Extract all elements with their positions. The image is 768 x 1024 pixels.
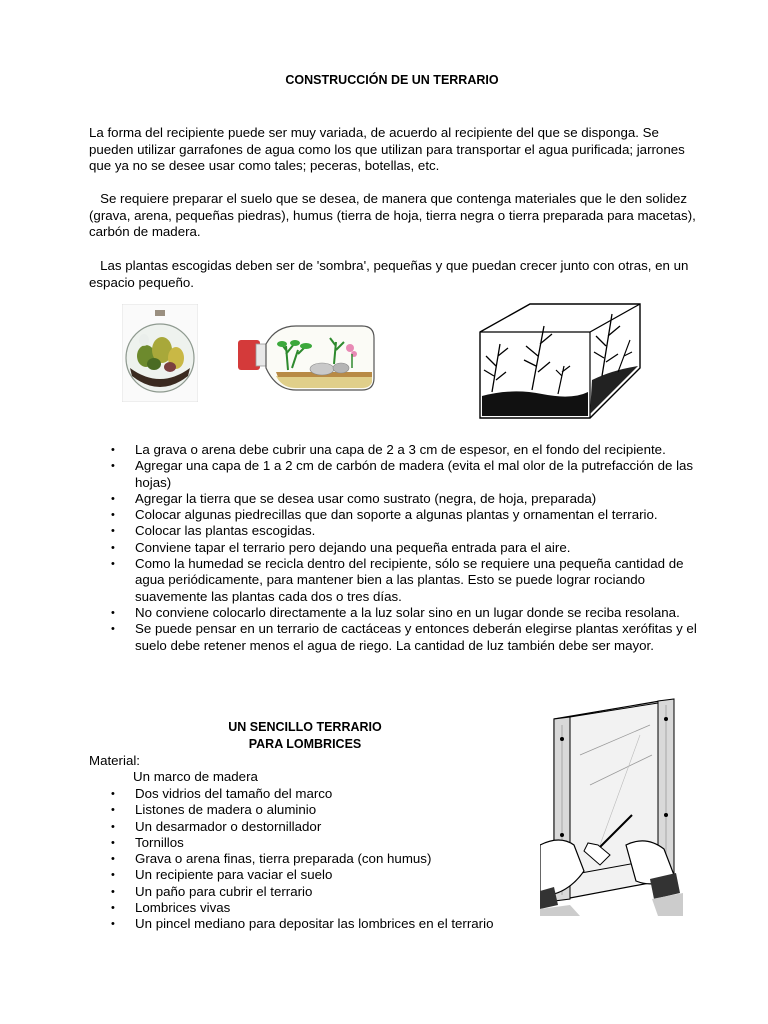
step-item: • Como la humedad se recicla dentro del recipiente, sólo se requiere una pequeña cantidad de agua periódicamente, para mantener bien a las plantas. Esto se puede lograr rociando suavemente las plantas cada dos o tres días. xyxy=(89,556,701,605)
section-title-line-2: PARA LOMBRICES xyxy=(248,737,362,751)
step-item: • Agregar la tierra que se desea usar como sustrato (negra, de hoja, preparada) xyxy=(89,491,701,507)
step-item: • Colocar las plantas escogidas. xyxy=(89,523,701,539)
material-item: • Un pincel mediano para depositar las lombrices en el terrario xyxy=(89,916,529,932)
paragraph-plantas: Las plantas escogidas deben ser de 'sombra', pequeñas y que puedan crecer junto con otras, en un espacio pequeño. xyxy=(89,258,693,290)
step-item: • La grava o arena debe cubrir una capa de 2 a 3 cm de espesor, en el fondo del recipiente. xyxy=(89,442,701,458)
material-label: Material: xyxy=(89,753,140,768)
material-item: • Lombrices vivas xyxy=(89,900,529,916)
material-item: • Listones de madera o aluminio xyxy=(89,802,529,818)
steps-list xyxy=(89,442,701,654)
bottle-terrarium-image xyxy=(236,320,376,392)
material-item: • Un paño para cubrir el terrario xyxy=(89,884,529,900)
step-item: • Conviene tapar el terrario pero dejando una pequeña entrada para el aire. xyxy=(89,540,701,556)
material-first-item: Un marco de madera xyxy=(133,769,258,784)
step-item: • Agregar una capa de 1 a 2 cm de carbón de madera (evita el mal olor de la putrefacción de las hojas) xyxy=(89,458,701,491)
globe-terrarium-image xyxy=(122,304,198,402)
frame-assembly-image xyxy=(540,695,683,916)
step-item: • No conviene colocarlo directamente a la luz solar sino en un lugar donde se reciba resolana. xyxy=(89,605,701,621)
step-item: • Colocar algunas piedrecillas que dan soporte a algunas plantas y ornamentan el terrario. xyxy=(89,507,701,523)
paragraph-recipiente: La forma del recipiente puede ser muy variada, de acuerdo al recipiente del que se disponga. Se pueden utilizar garrafones de agua como los que utilizan para transportar el agua purificada; jarrones que ya no se desee usar como tales; peceras, botellas, etc. xyxy=(89,125,685,173)
material-item: • Tornillos xyxy=(89,835,529,851)
page-title: CONSTRUCCIÓN DE UN TERRARIO xyxy=(285,73,499,87)
material-item: • Grava o arena finas, tierra preparada (con humus) xyxy=(89,851,529,867)
step-item: • Se puede pensar en un terrario de cactáceas y entonces deberán elegirse plantas xerófitas y el suelo debe retener menos el agua de riego. La cantidad de luz también debe ser mayor. xyxy=(89,621,701,654)
fern-tank-terrarium-image xyxy=(472,296,644,420)
section-title-line-1: UN SENCILLO TERRARIO xyxy=(228,720,382,734)
section-title xyxy=(170,719,440,753)
material-item: • Dos vidrios del tamaño del marco xyxy=(89,786,529,802)
material-item: • Un recipiente para vaciar el suelo xyxy=(89,867,529,883)
paragraph-suelo: Se requiere preparar el suelo que se desea, de manera que contenga materiales que le den solidez (grava, arena, pequeñas piedras), humus (tierra de hoja, tierra negra o tierra preparada para macetas), carbón de madera. xyxy=(89,191,700,239)
materials-list xyxy=(89,786,529,933)
material-item: • Un desarmador o destornillador xyxy=(89,819,529,835)
